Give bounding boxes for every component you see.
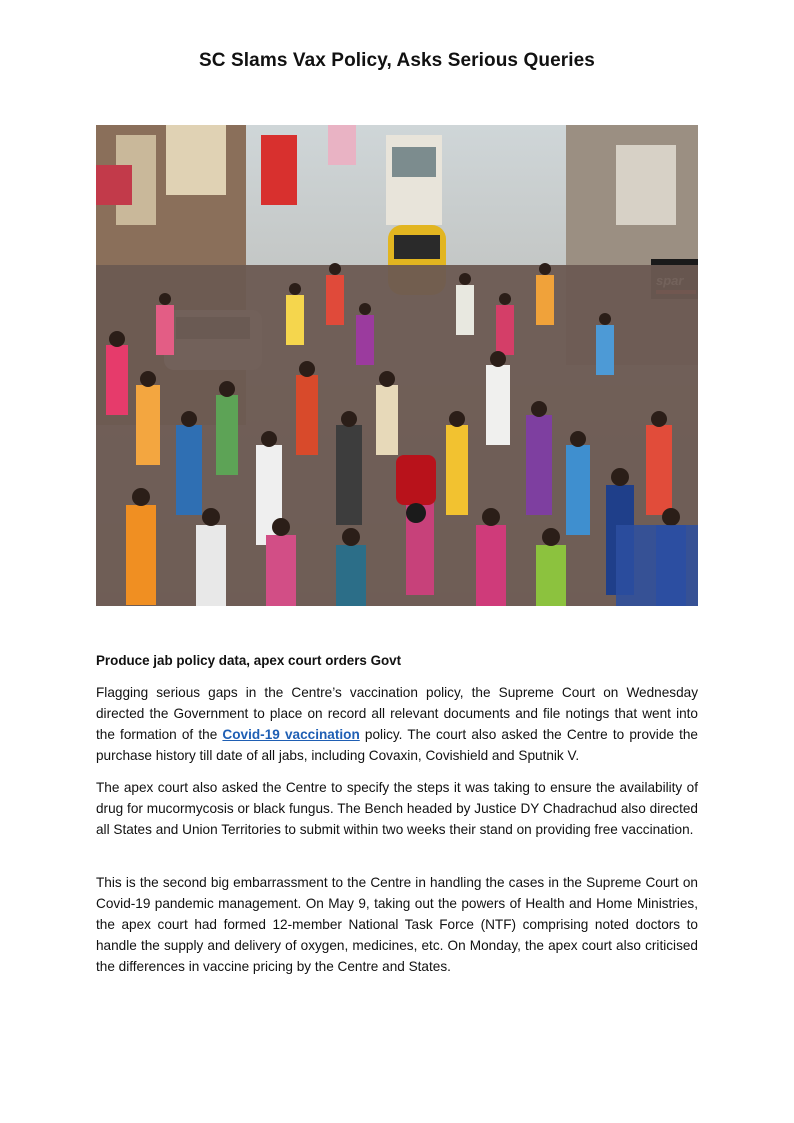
covid-vaccination-link[interactable]: Covid-19 vaccination (222, 727, 360, 742)
article-title: SC Slams Vax Policy, Asks Serious Queries (199, 50, 595, 71)
crowd-street-photo (96, 125, 698, 606)
paragraph-1-text-start: Flagging serious gaps in the Centre’s vaccination policy, the Supreme Court on Wednesday directed the Government to place on record all relevant documents and file notings that went into the formation of the (96, 685, 698, 742)
paragraph-1-text-end: policy. The court also asked the Centre to provide the purchase history till date of all jabs, including Covaxin, Covishield and Sputnik V. (96, 727, 698, 763)
paragraph-1 (96, 682, 698, 766)
article-subheading: Produce jab policy data, apex court orders Govt (96, 653, 402, 668)
paragraph-2: The apex court also asked the Centre to specify the steps it was taking to ensure the availability of drug for mucormycosis or black fungus. The Bench headed by Justice DY Chadrachud also directed all States and Union Territories to submit within two weeks their stand on providing free vaccination. (96, 780, 698, 837)
paragraph-3: This is the second big embarrassment to the Centre in handling the cases in the Supreme Court on Covid-19 pandemic management. On May 9, taking out the powers of Health and Home Ministries, the apex court had formed 12-member National Task Force (NTF) comprising noted doctors to handle the supply and delivery of oxygen, medicines, etc. On Monday, the apex court also criticised the differences in vaccine pricing by the Centre and States. (96, 875, 698, 974)
